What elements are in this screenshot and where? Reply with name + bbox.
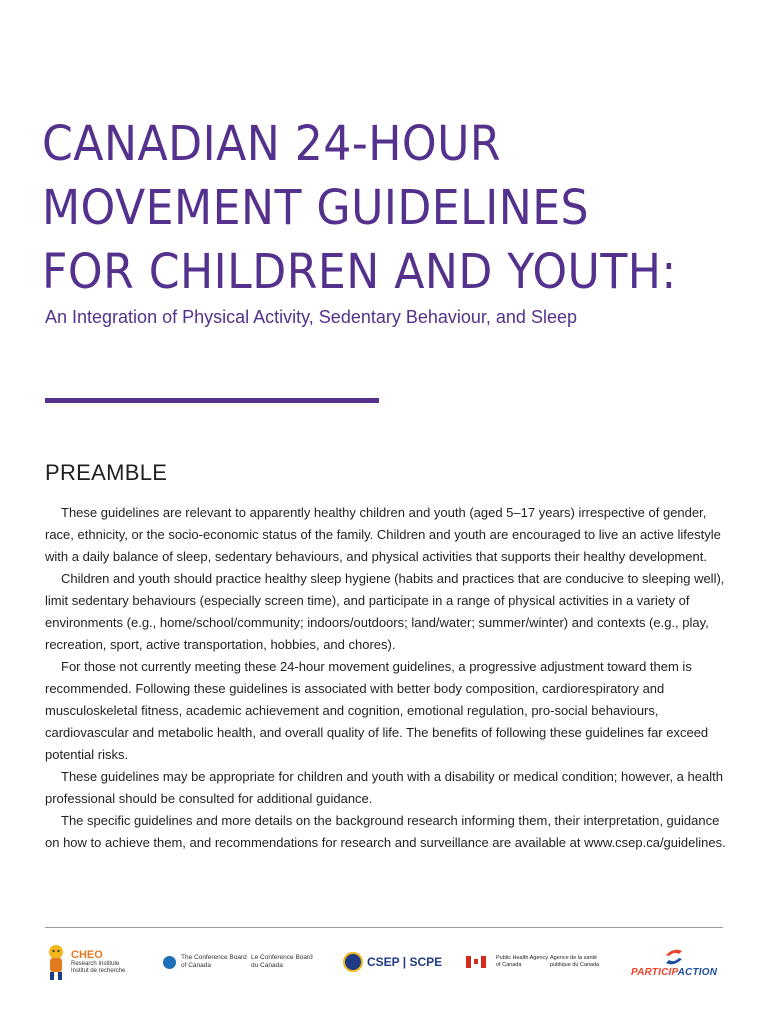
title-line-2: MOVEMENT GUIDELINES (42, 180, 590, 236)
participaction-part1: PARTICIP (631, 966, 678, 978)
phac-en: Public Health Agency of Canada (496, 955, 548, 968)
globe-icon (163, 956, 176, 969)
cheo-name: CHEO (71, 949, 103, 961)
preamble-paragraph: Children and youth should practice healthy sleep hygiene (habits and practices that are conducive to sleeping well), limit sedentary behaviours (especially screen time), and participate in a range of physical activities in a variety of environments (e.g., home/school/community; indoors/outdoors; land/water; summer/winter) and contexts (e.g., play, recreation, sport, active transportation, hobbies, and chores). (45, 571, 725, 652)
conference-board-logo (163, 940, 315, 984)
conference-board-fr: Le Conference Board du Canada (251, 954, 313, 969)
csep-globe-icon (343, 952, 363, 972)
conference-board-en: The Conference Board of Canada (181, 954, 247, 969)
title-line-3: FOR CHILDREN AND YOUTH: (42, 244, 677, 300)
preamble-paragraph: These guidelines may be appropriate for children and youth with a disability or medical condition; however, a health professional should be consulted for additional guidance. (45, 769, 723, 806)
participaction-logo (631, 940, 717, 984)
phac-logo (466, 940, 604, 984)
preamble-paragraph: For those not currently meeting these 24-hour movement guidelines, a progressive adjustment toward them is recommended. Following these guidelines is associated with better body composition, cardiorespiratory and musculoskeletal fitness, academic achievement and cognition, emotional regulation, pro-social behaviours, cardiovascular and metabolic health, and overall quality of life. The benefits of following these guidelines far exceed potential risks. (45, 659, 709, 762)
partner-logos (45, 940, 725, 984)
page-title (42, 112, 686, 304)
title-line-1: CANADIAN 24-HOUR (42, 116, 502, 172)
footer-divider (45, 927, 723, 928)
csep-name: CSEP | SCPE (367, 955, 443, 969)
page-subtitle: An Integration of Physical Activity, Sedentary Behaviour, and Sleep (45, 307, 577, 327)
cheo-logo (45, 940, 125, 984)
csep-logo (343, 940, 442, 984)
preamble-paragraph: These guidelines are relevant to apparently healthy children and youth (aged 5–17 years) irrespective of gender, race, ethnicity, or the socio-economic status of the family. Children and youth are encouraged to live an active lifestyle with a daily balance of sleep, sedentary behaviours, and physical activities that supports their healthy development. (45, 505, 721, 564)
participaction-swirl-icon (662, 947, 686, 967)
preamble-body (45, 502, 727, 854)
title-divider (45, 398, 379, 403)
cheo-line-1: Research Institute (71, 961, 120, 967)
preamble-heading: PREAMBLE (45, 460, 168, 485)
participaction-part2: ACTION (677, 966, 718, 978)
canada-flag-icon (466, 956, 486, 968)
cheo-mascot-icon (45, 943, 67, 981)
preamble-paragraph: The specific guidelines and more details on the background research informing them, their interpretation, guidance on how to achieve them, and recommendations for research and surveillance are available at www.csep.ca/guidelines. (45, 813, 726, 850)
phac-fr: Agence de la santé publique du Canada (550, 955, 600, 968)
cheo-line-2: Institut de recherche (71, 968, 126, 974)
